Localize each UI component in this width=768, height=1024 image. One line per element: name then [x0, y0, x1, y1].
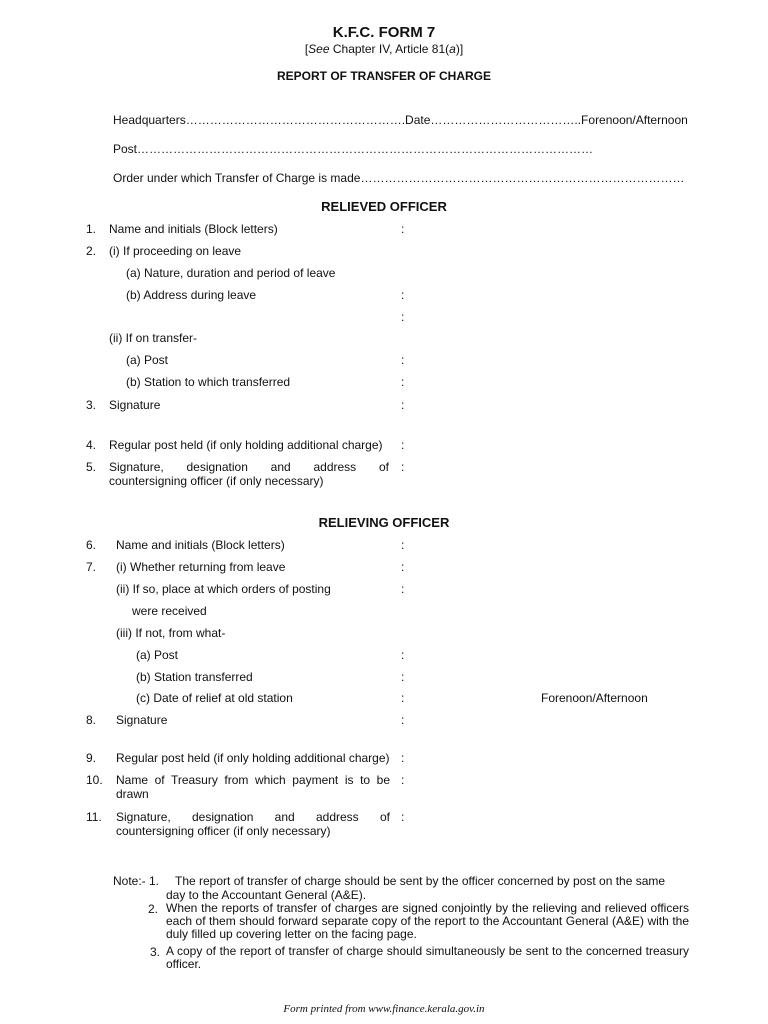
item-number: 7.: [86, 560, 97, 574]
item-number: 4.: [86, 438, 97, 452]
colon: :: [401, 310, 405, 324]
item-label: Name and initials (Block letters): [116, 538, 285, 552]
forenoon-afternoon-label: Forenoon/Afternoon: [541, 691, 648, 705]
item-label: (i) If proceeding on leave: [109, 244, 242, 258]
item-label: (ii) If on transfer-: [109, 331, 198, 345]
item-number: 8.: [86, 713, 97, 727]
colon: :: [401, 438, 405, 452]
item-label: (a) Nature, duration and period of leave: [126, 266, 336, 280]
form-title: K.F.C. FORM 7: [332, 24, 436, 41]
colon: :: [401, 560, 405, 574]
relieved-officer-heading: RELIEVED OFFICER: [321, 199, 447, 214]
item-label: Signature, designation and address of: [116, 810, 390, 824]
order-field: Order under which Transfer of Charge is made………………………………………………………………………: [113, 171, 685, 185]
item-number: 2.: [86, 244, 97, 258]
item-label: Signature: [116, 713, 168, 727]
item-label: Signature: [109, 398, 161, 412]
note-number: 2.: [148, 902, 159, 916]
colon: :: [401, 582, 405, 596]
colon: :: [401, 353, 405, 367]
note-3: A copy of the report of transfer of charge should simultaneously be sent to the concerned treasury officer.: [166, 944, 689, 971]
footer-source: Form printed from www.finance.kerala.gov.in: [283, 1003, 485, 1015]
item-number: 3.: [86, 398, 97, 412]
item-label: (c) Date of relief at old station: [136, 691, 293, 705]
form-reference: [See Chapter IV, Article 81(a)]: [304, 42, 464, 56]
colon: :: [401, 648, 405, 662]
colon: :: [401, 713, 405, 727]
item-label: Regular post held (if only holding additional charge): [116, 751, 390, 765]
item-label-continued: drawn: [116, 787, 149, 801]
note-1: The report of transfer of charge should be sent by the officer concerned by post on the same: [175, 874, 666, 888]
item-number: 11.: [86, 810, 102, 824]
item-label: Regular post held (if only holding additional charge): [109, 438, 383, 452]
headquarters-date-field: Headquarters……………………………………………….Date………………………………..Forenoon/Afternoon: [113, 113, 688, 127]
item-label: (a) Post: [136, 648, 179, 662]
item-label-continued: were received: [132, 604, 207, 618]
item-number: 5.: [86, 460, 97, 474]
post-field: Post……………………………………………………………………………………………………: [113, 142, 594, 156]
colon: :: [401, 810, 405, 824]
item-label: Name of Treasury from which payment is to be: [116, 773, 390, 787]
colon: :: [401, 398, 405, 412]
colon: :: [401, 773, 405, 787]
colon: :: [401, 691, 405, 705]
item-label-continued: countersigning officer (if only necessary): [116, 824, 331, 838]
item-label: (i) Whether returning from leave: [116, 560, 286, 574]
note-2: When the reports of transfer of charges are signed conjointly by the relieving and relieved officers each of them should forward separate copy of the report to the Accountant General (A&E) with the duly filled up covering letter on the facing page.: [166, 901, 689, 941]
item-label: (iii) If not, from what-: [116, 626, 226, 640]
colon: :: [401, 222, 405, 236]
colon: :: [401, 538, 405, 552]
item-label: (b) Address during leave: [126, 288, 257, 302]
item-number: 10.: [86, 773, 103, 787]
item-label: Name and initials (Block letters): [109, 222, 278, 236]
item-label-continued: countersigning officer (if only necessary): [109, 474, 324, 488]
item-label: Signature, designation and address of: [109, 460, 389, 474]
note-label: Note:- 1.: [113, 874, 160, 888]
colon: :: [401, 751, 405, 765]
item-label: (ii) If so, place at which orders of posting: [116, 582, 331, 596]
colon: :: [401, 460, 405, 474]
item-number: 9.: [86, 751, 97, 765]
item-number: 1.: [86, 222, 97, 236]
item-label: (b) Station transferred: [136, 670, 253, 684]
colon: :: [401, 670, 405, 684]
note-1-continued: day to the Accountant General (A&E).: [166, 888, 367, 902]
colon: :: [401, 288, 405, 302]
item-label: (b) Station to which transferred: [126, 375, 291, 389]
note-number: 3.: [150, 945, 161, 959]
colon: :: [401, 375, 405, 389]
relieving-officer-heading: RELIEVING OFFICER: [318, 515, 450, 530]
report-title: REPORT OF TRANSFER OF CHARGE: [276, 69, 491, 83]
item-number: 6.: [86, 538, 97, 552]
item-label: (a) Post: [126, 353, 169, 367]
